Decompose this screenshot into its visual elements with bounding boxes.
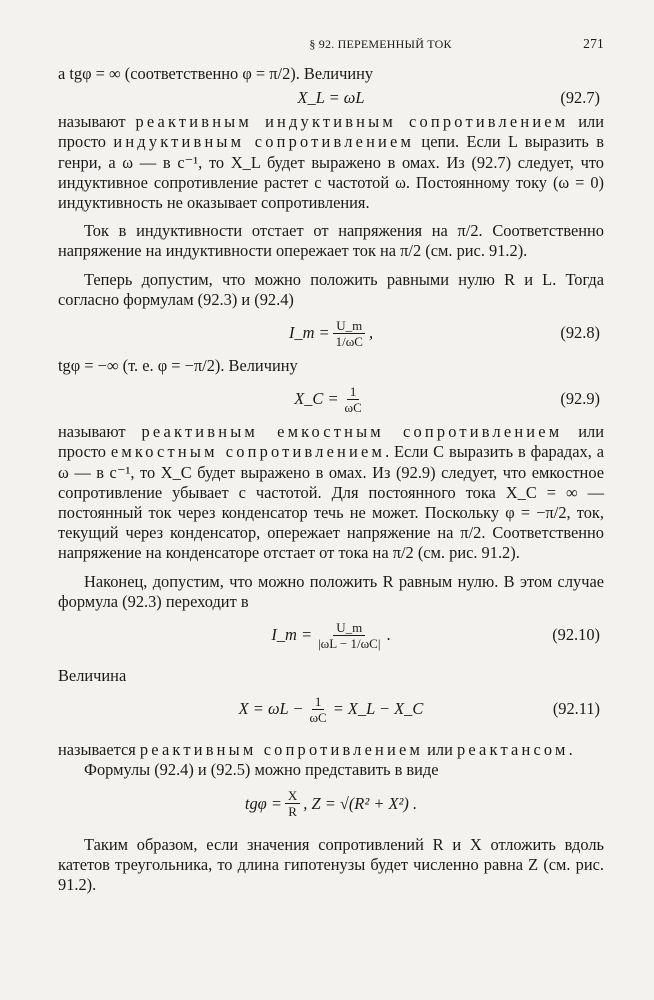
equation-lhs: I_m =	[271, 624, 313, 644]
equation-tag: (92.8)	[560, 322, 600, 342]
equation-lhs: X_C =	[294, 389, 339, 409]
text-run: называют	[58, 112, 136, 132]
equation-92-7	[58, 84, 604, 112]
paragraph: Величина	[58, 666, 127, 686]
fraction	[307, 694, 330, 725]
denominator: |ωL − 1/ωC|	[318, 635, 381, 651]
fraction	[342, 384, 365, 415]
fraction	[315, 620, 383, 651]
equation-92-11	[58, 686, 604, 732]
fraction	[285, 788, 300, 819]
denominator: ωC	[344, 399, 362, 415]
denominator: 1/ωC	[335, 333, 363, 349]
equation-tag: (92.11)	[552, 699, 600, 719]
equation-lhs: I_m =	[288, 322, 330, 342]
text-run: или просто	[58, 112, 604, 152]
paragraph: tgφ = −∞ (т. е. φ = −π/2). Величину	[58, 356, 298, 376]
paragraph	[58, 422, 604, 563]
running-header	[58, 34, 604, 64]
text-run: . Если C выразить в фарадах, а ω — в с⁻¹, то X_C будет выражено в омах. Из (92.9) следует, что емкостное сопротивление убывает с частотой. Для постоянного тока X_C = ∞ — постоянный ток через конденсатор течь не может. Поскольку φ = −π/2, ток, текущий через конденсатор, опережает напряжение на π/2. Соответственно напряжение на конденсаторе отстает от тока на π/2 (см. рис. 91.2).	[58, 442, 604, 563]
text-run: цепи. Если L выразить в генри, а ω — в с⁻¹, то X_L будет выражено в омах. Из (92.7) следует, что индуктивное сопротивление растет с частотой ω. Постоянному току (ω = 0) индуктивность не оказывает сопротивления.	[58, 132, 604, 213]
equation-body: X_L = ωL	[297, 88, 365, 108]
term: емкостным сопротивлением	[110, 442, 386, 462]
equation-92-9	[58, 376, 604, 422]
denominator: ωC	[309, 709, 327, 725]
equation-rhs: = X_L − X_C	[332, 699, 424, 719]
equation-tg-z	[58, 781, 604, 827]
equation-lhs: tgφ =	[244, 793, 282, 813]
denominator: R	[288, 804, 297, 820]
numerator: U_m	[333, 620, 365, 636]
numerator: 1	[312, 694, 325, 710]
term: индуктивным сопротивлением	[113, 132, 415, 152]
equation-rhs: , Z = √(R² + X²) .	[303, 793, 418, 813]
equation-tag: (92.7)	[560, 88, 600, 108]
equation-92-10	[58, 612, 604, 658]
equation-lhs: X = ωL −	[238, 699, 304, 719]
paragraph	[58, 740, 604, 760]
numerator: 1	[347, 384, 360, 400]
paragraph: Таким образом, если значения сопротивлений R и X отложить вдоль катетов треугольника, то длина гипотенузы будет численно равна Z (см. рис. 91.2).	[58, 834, 604, 895]
equation-tail: .	[386, 624, 391, 644]
text-run: называется	[58, 740, 140, 760]
equation-tag: (92.10)	[552, 624, 600, 644]
term: реактивным индуктивным сопротивлением	[135, 112, 569, 132]
term: реактансом	[456, 740, 569, 760]
section-title: § 92. ПЕРЕМЕННЫЙ ТОК	[309, 37, 452, 51]
term: реактивным емкостным сопротивлением	[141, 422, 563, 442]
equation-92-8	[58, 310, 604, 356]
text-run: называют	[58, 422, 142, 442]
equation-tail: ,	[368, 322, 374, 342]
numerator: U_m	[333, 318, 365, 334]
fraction	[333, 318, 366, 349]
book-page	[58, 34, 604, 895]
text-run: или просто	[58, 422, 604, 462]
paragraph	[58, 112, 604, 213]
paragraph: а tgφ = ∞ (соответственно φ = π/2). Величину	[58, 64, 374, 83]
equation-tag: (92.9)	[560, 389, 600, 409]
paragraph: Теперь допустим, что можно положить равными нулю R и L. Тогда согласно формулам (92.3) и (92.4)	[58, 269, 604, 309]
paragraph: Формулы (92.4) и (92.5) можно представить в виде	[84, 760, 439, 780]
text-run: или	[423, 740, 457, 760]
paragraph: Наконец, допустим, что можно положить R равным нулю. В этом случае формула (92.3) переходит в	[58, 571, 604, 611]
page-number: 271	[583, 36, 604, 51]
term: реактивным сопротивлением	[139, 740, 424, 760]
paragraph: Ток в индуктивности отстает от напряжения на π/2. Соответственно напряжение на индуктивности опережает ток на π/2 (см. рис. 91.2).	[58, 221, 604, 261]
text-run: .	[568, 740, 573, 760]
numerator: X	[285, 788, 300, 804]
